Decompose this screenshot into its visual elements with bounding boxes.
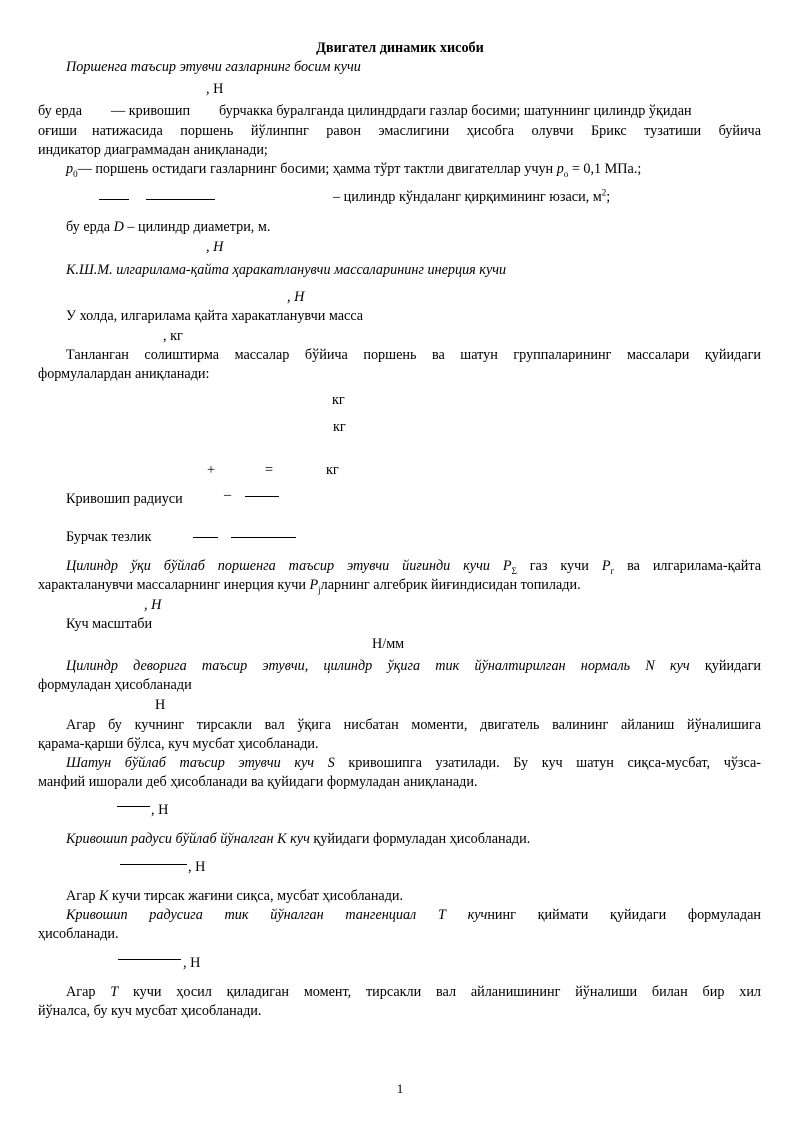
p0-subscript: 0 [73, 168, 78, 179]
radial-force-line [66, 830, 530, 848]
total-force-line-2a: характаланувчи массаларнинг инерция кучи [38, 577, 306, 593]
formula-rule [245, 496, 279, 497]
gas-def-line3: индикатор диаграммадан аниқланади; [38, 142, 268, 158]
inertia-unit-2: , Н [287, 289, 305, 305]
mass-unit: , кг [163, 328, 183, 344]
masses-line-1: Танланган солиштирма массалар бўйича поршень ва шатун группаларининг массалари қуйидаги [66, 347, 761, 363]
total-force-unit: , Н [144, 597, 162, 613]
radial-sign-b: кучи тирсак жағини сиқса, мусбат ҳисобланади. [112, 888, 404, 904]
tangential-sign-line-2: йўналса, бу куч мусбат ҳисобланади. [38, 1003, 262, 1019]
rod-force-heading: Шатун бўйлаб таъсир этувчи куч [66, 755, 315, 771]
rod-force-line-2: манфий ишорали деб ҳисобланади ва қуйидаги формуладан аниқланади. [38, 774, 478, 790]
radius-dash: – [224, 487, 232, 503]
inertia-unit-1: , Н [206, 239, 224, 255]
total-force-gas: газ кучи [529, 558, 589, 574]
page-title: Двигател динамик хисоби [316, 40, 484, 56]
tangential-force-line-2: ҳисобланади. [38, 926, 119, 942]
total-force-line-2b: ларнинг алгебрик йиғиндисидан топилади. [320, 577, 581, 593]
normal-force-end: қуйидаги [704, 658, 762, 674]
radial-sign-a: Агар [66, 888, 96, 904]
p-sum-symbol: P [502, 558, 512, 574]
total-force-heading: Цилиндр ўқи бўйлаб поршенга таъсир этувчи йиғинди кучи [66, 558, 490, 574]
gas-def-label: бу ерда [38, 103, 83, 119]
p-j-symbol: P [309, 577, 319, 593]
radial-force-heading: Кривошип радуси бўйлаб йўналган [66, 831, 274, 847]
normal-sign-line-2: қарама-қарши бўлса, куч мусбат ҳисобланади. [38, 736, 319, 752]
tangential-force-line-1 [66, 906, 761, 924]
tangential-force-unit: , Н [183, 955, 201, 971]
tangential-force-text: нинг қиймати қуйидаги формуладан [487, 907, 761, 923]
p0-line [66, 160, 641, 178]
total-force-line-2 [38, 576, 581, 594]
kg-label-1: кг [332, 392, 345, 408]
kg-label-2: кг [333, 419, 346, 435]
p0-subscript-2: o [563, 168, 569, 179]
tangential-sign-line-1 [66, 983, 761, 1001]
formula-rule [120, 864, 187, 865]
force-scale-label: Куч масштаби [66, 616, 153, 632]
formula-rule [146, 199, 215, 200]
area-line [333, 188, 610, 206]
area-text: – цилиндр кўндаланг қирқимининг юзаси, м [333, 189, 602, 205]
radial-sign-line [66, 887, 403, 905]
formula-rule [117, 806, 150, 807]
gas-force-heading: Поршенга таъсир этувчи газларнинг босим кучи [66, 59, 361, 75]
diameter-text: – цилиндр диаметри, м. [127, 219, 271, 235]
diameter-label: бу ерда [66, 219, 111, 235]
tangential-sign-symbol: T [110, 984, 119, 1000]
gas-def-rest: бурчакка буралганда цилиндрдаги газлар босими; шатуннинг цилиндр ўқидан [219, 103, 692, 119]
diameter-symbol: D [113, 219, 124, 235]
page-number: 1 [396, 1081, 404, 1096]
tangential-force-heading: Кривошип радусига тик йўналган тангенциал [66, 907, 417, 923]
normal-sign-line-1: Агар бу кучнинг тирсакли вал ўқига нисбатан моменти, двигатель валининг айланиш йўналишига [66, 717, 761, 733]
formula-rule [231, 537, 296, 538]
p0-symbol: p [66, 161, 74, 177]
plus-sign: + [207, 462, 216, 478]
equals-sign: = [265, 462, 274, 478]
p-gas-symbol: P [601, 558, 611, 574]
mass-text: У холда, илгарилама қайта харакатланувчи масса [66, 308, 364, 324]
p0-symbol-2: p [556, 161, 564, 177]
p0-text: — поршень остидаги газларнинг босими; ҳамма тўрт тактли двигателлар учун [77, 161, 554, 177]
radial-force-symbol: K [277, 831, 287, 847]
kg-label-3: кг [326, 462, 339, 478]
normal-force-line-1 [66, 657, 761, 675]
normal-force-heading: Цилиндр деворига таъсир этувчи, цилиндр ўқига тик йўналтирилган нормаль N куч [66, 658, 690, 674]
p-sum-sub: Σ [511, 565, 517, 576]
radial-force-word: куч [290, 831, 310, 847]
p0-value: = 0,1 МПа.; [571, 161, 642, 177]
p-gas-sub: г [610, 565, 615, 576]
gas-force-unit: , Н [206, 81, 224, 97]
rod-force-unit: , Н [151, 802, 169, 818]
formula-rule [118, 959, 181, 960]
radial-sign-symbol: K [99, 888, 109, 904]
gas-def-crank: — кривошип [111, 103, 191, 119]
normal-force-unit: Н [155, 697, 166, 713]
total-force-rest: ва илгарилама-қайта [627, 558, 762, 574]
normal-force-line-2: формуладан ҳисобланади [38, 677, 192, 693]
formula-rule [99, 199, 129, 200]
total-force-line-1 [66, 557, 761, 575]
tangential-sign-b: кучи ҳосил қиладиган момент, тирсакли вал айланишининг йўналиши билан бир хил [132, 984, 761, 1000]
p-j-sub: j [318, 584, 321, 595]
tangential-sign-a: Агар [66, 984, 96, 1000]
area-sup: 2 [601, 187, 607, 198]
gas-def-line2b: натижасида поршень йўлинпнг равон эмаслигини ҳисобга олувчи Брикс тузатиши буйича [92, 123, 761, 139]
angular-speed-label: Бурчак тезлик [66, 529, 152, 545]
rod-force-text: кривошипга узатилади. Бу куч шатун сиқса-мусбат, чўзса- [348, 755, 762, 771]
tangential-force-word: куч [467, 907, 488, 923]
gas-def-line2a: оғиши [38, 123, 78, 139]
masses-line-2: формулалардан аниқланади: [38, 366, 210, 382]
radius-label: Кривошип радиуси [66, 491, 183, 507]
tangential-force-symbol: T [437, 907, 446, 923]
radial-force-text: қуйидаги формуладан ҳисобланади. [313, 831, 531, 847]
force-scale-unit: Н/мм [372, 636, 405, 652]
inertia-heading: К.Ш.М. илгарилама-қайта ҳаракатланувчи массаларининг инерция кучи [66, 262, 507, 278]
area-end: ; [606, 189, 611, 205]
diameter-line [66, 218, 270, 236]
formula-rule [193, 537, 218, 538]
rod-force-line-1 [66, 754, 761, 772]
radial-force-unit: , Н [188, 859, 206, 875]
rod-force-symbol: S [327, 755, 335, 771]
